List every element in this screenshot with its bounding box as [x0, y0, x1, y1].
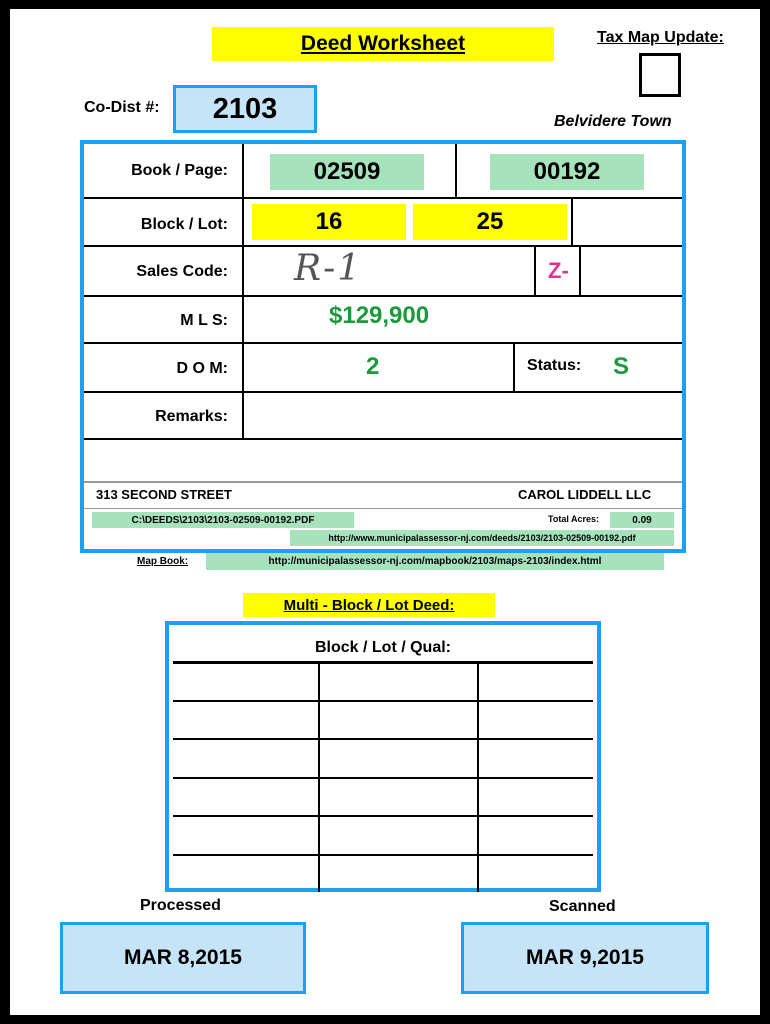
- scanned-label: Scanned: [549, 898, 616, 915]
- deed-info-table: [80, 140, 686, 553]
- status-label: Status:: [527, 357, 582, 374]
- multi-deed-table: [165, 621, 601, 892]
- mls-value: $129,900: [329, 302, 430, 329]
- sales-code-value: R-1: [294, 248, 363, 289]
- scanned-date: MAR 9,2015: [461, 922, 709, 994]
- remarks-label: Remarks:: [155, 408, 228, 425]
- total-acres-label: Total Acres:: [548, 514, 600, 524]
- page-value: 00192: [490, 154, 644, 190]
- codist-value: 2103: [173, 85, 317, 133]
- block-lot-label: Block / Lot:: [140, 216, 228, 233]
- status-value: S: [613, 353, 630, 380]
- map-book-link[interactable]: http://municipalassessor-nj.com/mapbook/2103/maps-2103/index.html: [206, 553, 664, 570]
- deed-url-link[interactable]: http://www.municipalassessor-nj.com/deeds/2103/2103-02509-00192.pdf: [290, 530, 674, 546]
- dom-value: 2: [366, 353, 380, 380]
- lot-value: 25: [413, 204, 567, 240]
- book-page-label: Book / Page:: [131, 162, 228, 179]
- multi-table-header: Block / Lot / Qual:: [314, 639, 451, 656]
- owner-name: CAROL LIDDELL LLC: [518, 487, 652, 502]
- page-title: Deed Worksheet: [212, 27, 554, 61]
- multi-deed-title: Multi - Block / Lot Deed:: [243, 593, 495, 617]
- codist-label: Co-Dist #:: [84, 99, 160, 116]
- block-value: 16: [252, 204, 406, 240]
- map-book-label: Map Book:: [137, 556, 189, 567]
- total-acres-value: 0.09: [610, 512, 674, 528]
- property-address: 313 SECOND STREET: [96, 487, 232, 502]
- processed-label: Processed: [140, 897, 221, 914]
- book-value: 02509: [270, 154, 424, 190]
- town-name: Belvidere Town: [554, 113, 672, 130]
- tax-map-update-checkbox[interactable]: [639, 53, 681, 97]
- file-path[interactable]: C:\DEEDS\2103\2103-02509-00192.PDF: [92, 512, 354, 528]
- dom-label: D O M:: [176, 360, 228, 377]
- tax-map-update-label: Tax Map Update:: [597, 29, 724, 46]
- z-code: Z-: [548, 258, 569, 283]
- processed-date: MAR 8,2015: [60, 922, 306, 994]
- sales-code-label: Sales Code:: [136, 263, 228, 280]
- mls-label: M L S:: [180, 312, 228, 329]
